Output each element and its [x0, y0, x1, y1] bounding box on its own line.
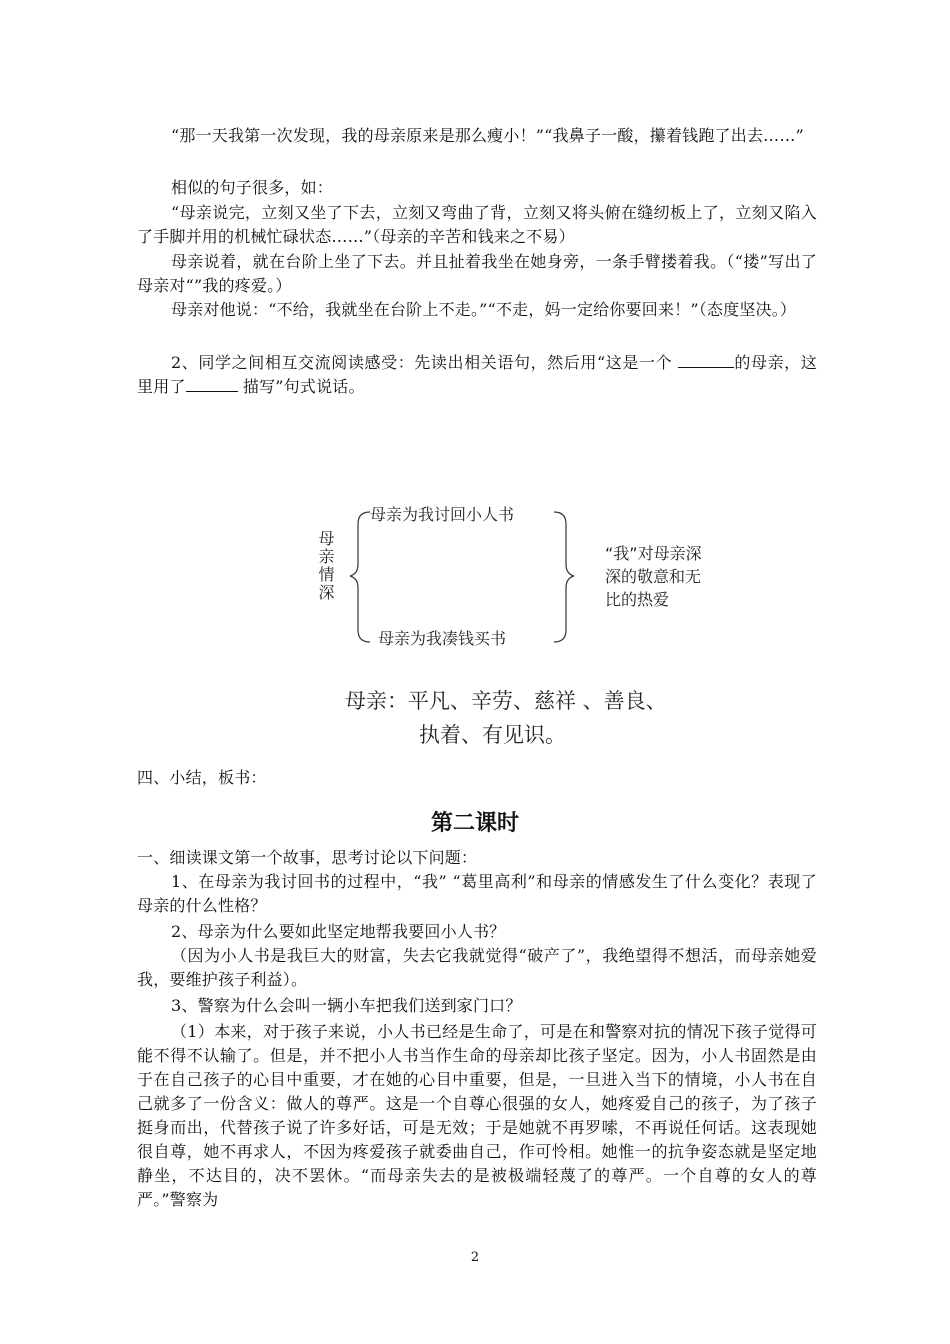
- summary-line-1: 母亲：平凡、辛劳、慈祥 、善良、: [345, 689, 667, 713]
- task-text-part2: 的母亲，这里用了: [137, 353, 817, 396]
- mother-traits-summary: [345, 684, 667, 752]
- page-number: 2: [470, 1250, 480, 1265]
- section-summary-heading: 四、小结，板书：: [137, 768, 267, 787]
- diagram-right-text: [605, 542, 702, 611]
- paragraph-exchange-task: [137, 351, 817, 399]
- lesson-title: 第二课时: [430, 811, 519, 836]
- paragraph-similar-sentences: 相似的句子很多，如：: [171, 178, 334, 197]
- left-brace: [350, 512, 370, 642]
- question-1: 1、在母亲为我讨回书的过程中，“我” “葛里高利”和母亲的情感发生了什么变化？表现了母亲的什么性格？: [137, 872, 817, 915]
- answer-2: （因为小人书是我巨大的财富，失去它我就觉得“破产了”，我绝望得不想活，而母亲她爱我，要维护孩子利益）。: [137, 946, 817, 989]
- task-text-part3: 描写”句式说话。: [242, 377, 365, 396]
- right-brace: [554, 512, 574, 642]
- diagram-right-line-3: 比的热爱: [605, 590, 670, 609]
- question-3: 3、警察为什么会叫一辆小车把我们送到家门口？: [171, 996, 522, 1015]
- diagram-bottom-item: 母亲为我凑钱买书: [378, 629, 507, 648]
- fill-blank-1: [678, 351, 734, 368]
- diagram-left-label: 母亲情深: [316, 530, 335, 602]
- diagram-right-line-1: “我”对母亲深: [605, 544, 702, 563]
- question-intro: 一、细读课文第一个故事，思考讨论以下问题：: [137, 848, 478, 867]
- diagram-right-line-2: 深的敬意和无: [605, 567, 702, 586]
- fill-blank-2: [186, 375, 238, 392]
- paragraph-quote-mother-thin: “那一天我第一次发现，我的母亲原来是那么瘦小！”“我鼻子一酸，攥着钱跑了出去……”: [171, 126, 804, 145]
- diagram-top-item: 母亲为我讨回小人书: [370, 505, 515, 524]
- board-diagram: [300, 490, 740, 660]
- answer-3: （1）本来，对于孩子来说，小人书已经是生命了，可是在和警察对抗的情况下孩子觉得可能不得不认输了。但是，并不把小人书当作生命的母亲却比孩子坚定。因为，小人书固然是由于在自己孩子的心目中重要，才在她的心目中重要，但是，一旦进入当下的情境，小人书在自己就多了一份含义：做人的尊严。这是一个自尊心很强的女人，她疼爱自己的孩子，为了孩子挺身而出，代替孩子说了许多好话，可是无效；于是她就不再罗嗦，不再说任何话。这表现她很自尊，她不再求人，不因为疼爱孩子就委曲自己，作可怜相。她惟一的抗争姿态就是坚定地静坐，不达目的，决不罢休。“而母亲失去的是被极端轻蔑了的尊严。一个自尊的女人的尊严。”警察为: [137, 1022, 817, 1209]
- summary-line-2: 执着、有见识。: [419, 723, 566, 747]
- paragraph-quote-mother-firm: 母亲对他说：“不给，我就坐在台阶上不走。”“不走，妈一定给你要回来！”（态度坚决。）: [171, 300, 797, 319]
- paragraph-quote-mother-work: “母亲说完，立刻又坐了下去，立刻又弯曲了背，立刻又将头俯在缝纫板上了，立刻又陷入了手脚并用的机械忙碌状态……”（母亲的辛苦和钱来之不易）: [137, 203, 817, 246]
- question-2: 2、母亲为什么要如此坚定地帮我要回小人书？: [171, 922, 506, 941]
- task-text-part1: 2、同学之间相互交流阅读感受：先读出相关语句，然后用“这是一个: [171, 353, 673, 372]
- paragraph-quote-mother-hug: 母亲说着，就在台阶上坐了下去。并且扯着我坐在她身旁，一条手臂搂着我。（“搂”写出了母亲对“”我的疼爱。）: [137, 252, 817, 295]
